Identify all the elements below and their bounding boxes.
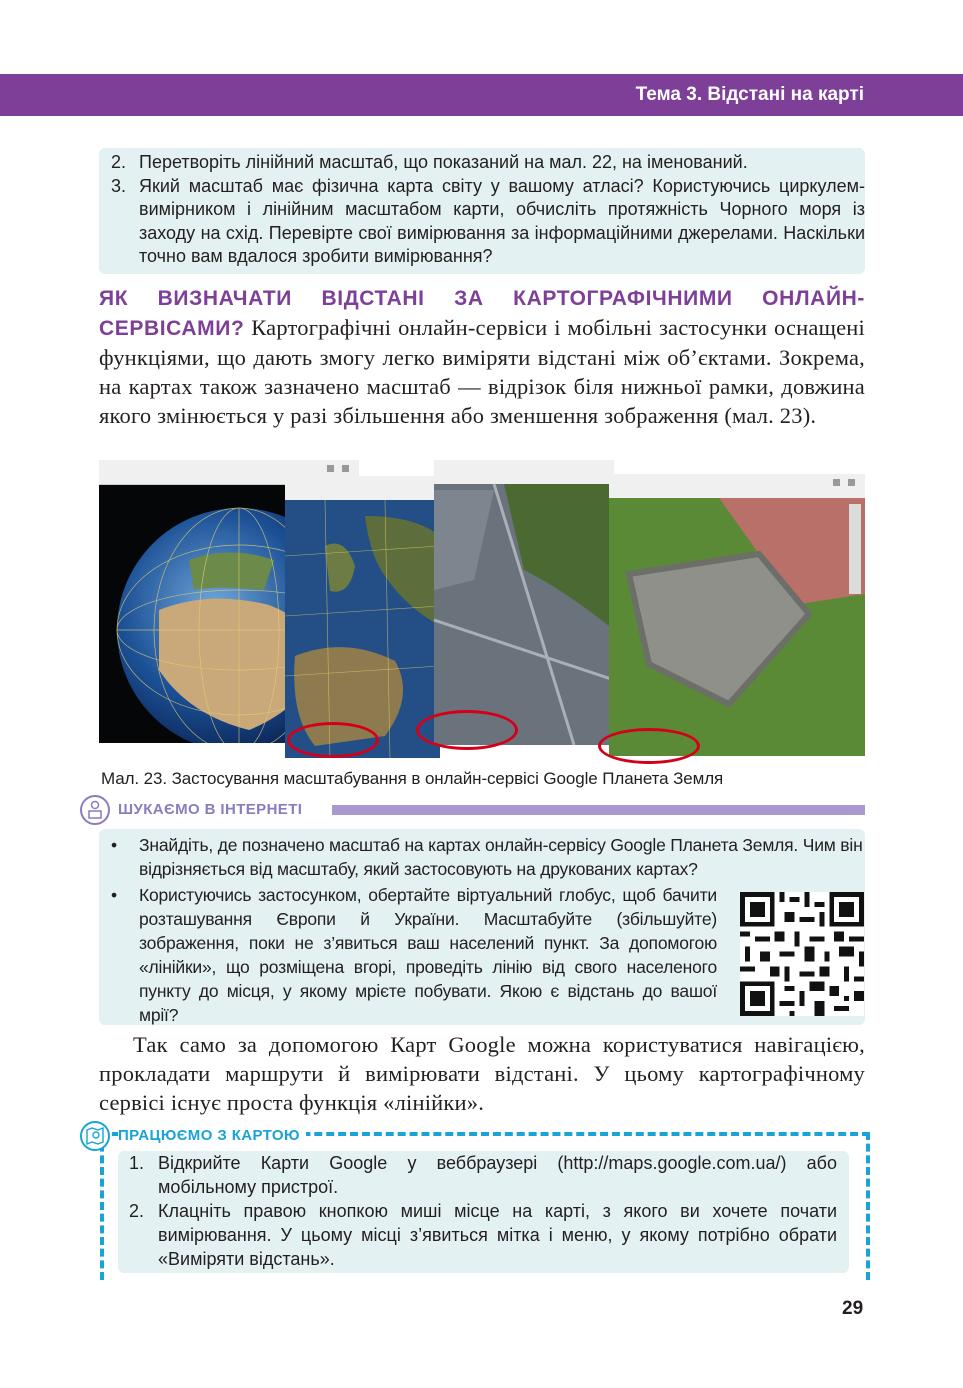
section-online-distance bbox=[99, 283, 865, 430]
map-magnifier-icon bbox=[80, 1121, 110, 1151]
screenshot-city bbox=[434, 460, 614, 745]
task-number: 2. bbox=[111, 152, 127, 172]
topic-header-bar bbox=[0, 74, 963, 116]
step-text: Відкрийте Карти Google у веббраузері (http://maps.google.com.ua/) або мобільному пристрої. bbox=[158, 1153, 837, 1197]
list-item: • Знайдіть, де позначено масштаб на картах онлайн-сервісу Google Планета Земля. Чим він відрізняється від масштабу, який застосовують на друкованих картах? bbox=[111, 835, 863, 879]
topic-title: Тема 3. Відстані на карті bbox=[635, 84, 864, 105]
screenshot-europe bbox=[285, 476, 440, 758]
scale-highlight-europe bbox=[287, 722, 379, 758]
page-number: 29 bbox=[842, 1298, 864, 1319]
person-computer-icon bbox=[80, 795, 110, 825]
task-item bbox=[99, 175, 865, 269]
step-number: 2. bbox=[129, 1201, 145, 1221]
step-text: Клацніть правою кнопкою миші місце на карті, з якого ви хочете почати вимірювання. У цьому місці з’явиться мітка і меню, у якому потрібно обрати «Виміряти відстань». bbox=[158, 1201, 837, 1269]
mapwork-steps-box bbox=[118, 1151, 849, 1273]
qr-code[interactable] bbox=[740, 892, 864, 1016]
list-item: • Користуючись застосунком, обертайте віртуальний глобус, щоб бачити розташування Європи й України. Масштабуйте (збільшуйте) зображення, поки не з’явиться ваш населений пункт. За допомогою «лінійки», що розміщена вгорі, проведіть лінію від свого населеного пункту до місця, у якому мрієте побувати. Якою є відстань до вашої мрії? bbox=[111, 885, 717, 1025]
screenshot-building bbox=[609, 474, 865, 756]
city-aerial-image bbox=[434, 460, 614, 745]
section-heading: ЯК ВИЗНАЧАТИ ВІДСТАНІ ЗА КАРТОГРАФІЧНИМИ ОНЛАЙН-СЕРВІСАМИ? bbox=[99, 287, 865, 340]
mapwork-section-header bbox=[80, 1121, 865, 1151]
tasks-box bbox=[99, 148, 865, 274]
body-paragraph: Так само за допомогою Карт Google можна користуватися навігацією, прокладати маршрути й вимірювати відстані. У цьому картографічному сервісі існує проста функція «лінійки». bbox=[99, 1032, 865, 1115]
internet-section-header bbox=[80, 795, 865, 825]
internet-item-text: Користуючись застосунком, обертайте віртуальний глобус, щоб бачити розташування Європи й України. Масштабуйте (збільшуйте) зображення, поки не з’явиться ваш населений пункт. За допомогою «лінійки», що розміщена вгорі, проведіть лінію від свого населеного пункту до місця, у якому мрієте побувати. Якою є відстань до вашої мрії? bbox=[139, 885, 717, 1025]
figure-caption: Мал. 23. Застосування масштабування в онлайн-сервісі Google Планета Земля bbox=[101, 769, 724, 788]
section-divider bbox=[332, 805, 865, 815]
scale-highlight-building bbox=[598, 728, 700, 764]
figure-google-earth-zoom bbox=[99, 460, 865, 760]
task-text: Перетворіть лінійний масштаб, що показаний на мал. 22, на іменований. bbox=[139, 152, 748, 172]
internet-section-label: ШУКАЄМО В ІНТЕРНЕТІ bbox=[118, 801, 303, 818]
scale-highlight-city bbox=[416, 710, 518, 750]
task-number: 3. bbox=[111, 175, 127, 196]
task-item bbox=[99, 148, 865, 175]
europe-map-image bbox=[285, 476, 440, 758]
task-text: Який масштаб має фізична карта світу у вашому атласі? Користуючись циркулем-вимірником і лінійним масштабом карти, обчисліть протяжність Чорного моря із заходу на схід. Перевірте свої вимірювання за інформаційними джерелами. Наскільки точно вам вдалося зробити вимірювання? bbox=[139, 175, 865, 266]
section-body: Картографічні онлайн-сервіси і мобільні застосунки оснащені функціями, що дають змогу легко виміряти відстані між об’єктами. Зокрема, на картах також зазначено масштаб — відрізок біля нижньої рамки, довжина якого змінюється у разі збільшення або зменшення зображення (мал. 23). bbox=[99, 315, 865, 428]
step-number: 1. bbox=[129, 1153, 145, 1173]
list-item bbox=[118, 1151, 849, 1199]
internet-item-text: Знайдіть, де позначено масштаб на картах онлайн-сервісу Google Планета Земля. Чим він відрізняється від масштабу, який застосовують на друкованих картах? bbox=[139, 835, 863, 879]
mapwork-section-label: ПРАЦЮЄМО З КАРТОЮ bbox=[118, 1127, 306, 1144]
building-aerial-image bbox=[609, 474, 865, 756]
list-item bbox=[118, 1199, 849, 1271]
